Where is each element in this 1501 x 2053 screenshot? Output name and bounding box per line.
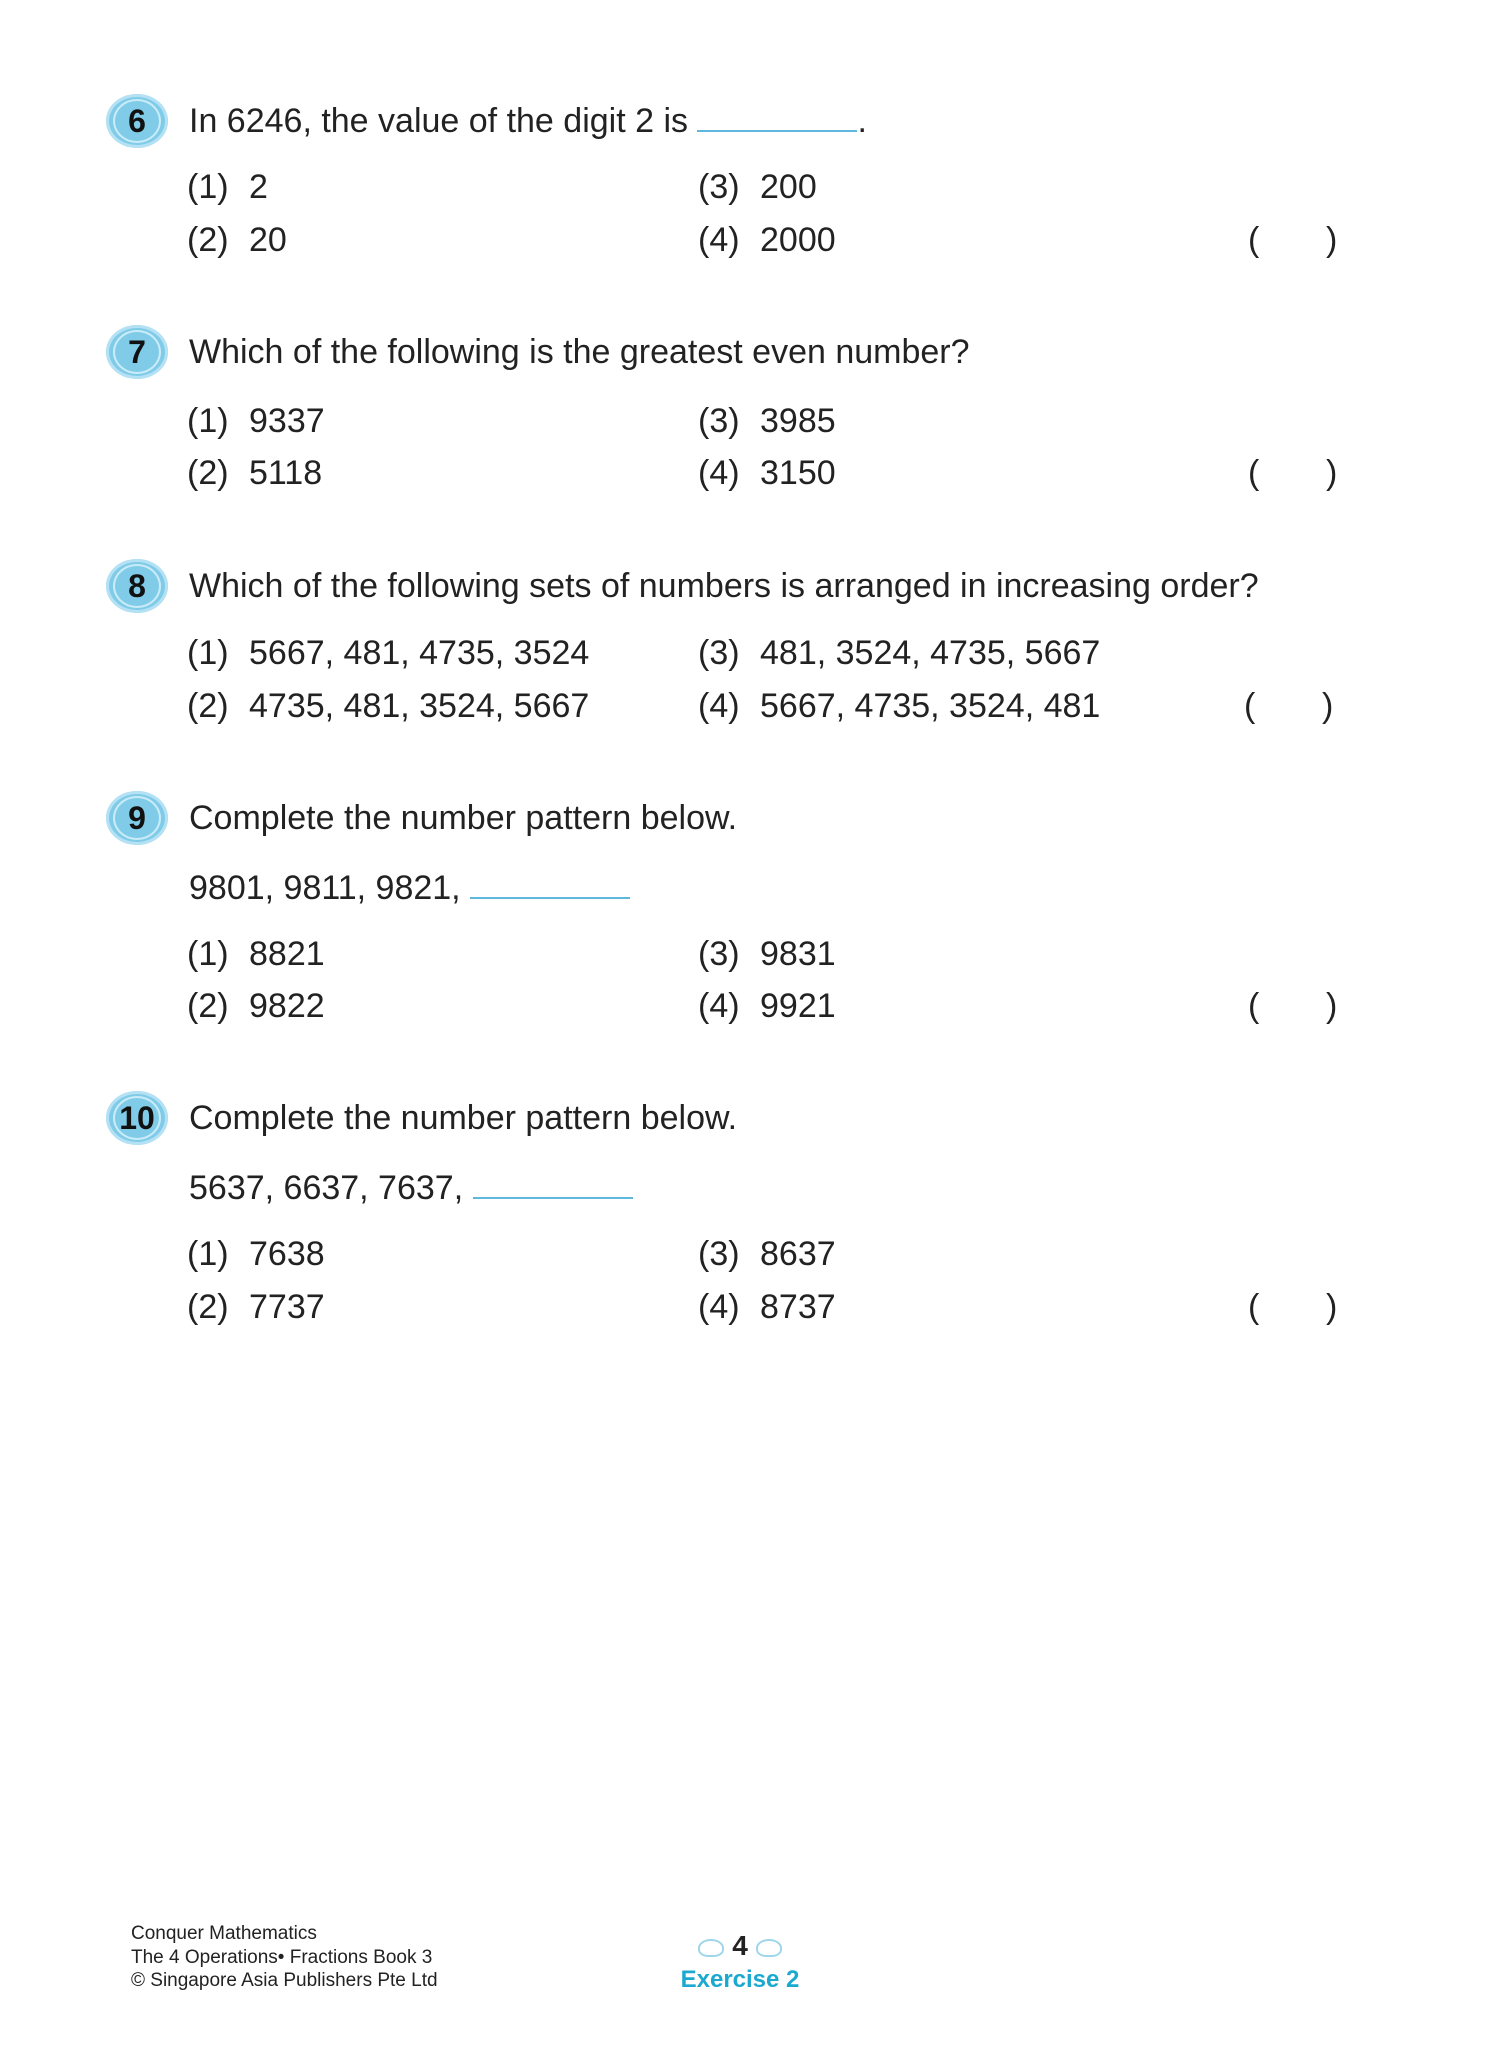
bracket-close: ) [1326, 221, 1338, 259]
option-value: 8737 [760, 1288, 836, 1326]
option-label: (3) [698, 634, 740, 672]
option-2[interactable] [187, 986, 325, 1026]
option-value: 4735, 481, 3524, 5667 [249, 687, 590, 725]
option-2[interactable] [187, 220, 287, 260]
option-value: 3150 [760, 454, 836, 492]
swirl-icon [756, 1939, 782, 1957]
question-number: 6 [113, 99, 161, 143]
option-label: (4) [698, 987, 740, 1025]
option-value: 9831 [760, 935, 836, 973]
option-3[interactable] [698, 167, 817, 207]
question-stem: Complete the number pattern below. [189, 1099, 738, 1137]
page-number-text: 4 [732, 1930, 748, 1961]
option-4[interactable] [698, 686, 1100, 726]
question-stem: In 6246, the value of the digit 2 is [189, 102, 689, 140]
book-title: Conquer Mathematics [131, 1923, 317, 1944]
question-text [189, 1098, 737, 1138]
option-label: (1) [187, 935, 229, 973]
option-label: (4) [698, 454, 740, 492]
copyright: © Singapore Asia Publishers Pte Ltd [131, 1970, 438, 1991]
option-label: (4) [698, 687, 740, 725]
question-stem: Complete the number pattern below. [189, 799, 738, 837]
option-1[interactable] [187, 401, 325, 441]
option-label: (4) [698, 221, 740, 259]
book-subtitle: The 4 Operations• Fractions Book 3 [131, 1946, 433, 1968]
answer-bracket[interactable] [1248, 220, 1337, 260]
pattern-text: 9801, 9811, 9821, [189, 869, 461, 907]
question-number-badge [106, 559, 168, 613]
question-number-badge [106, 325, 168, 379]
option-label: (2) [187, 1288, 229, 1326]
bracket-close: ) [1326, 454, 1338, 492]
option-value: 8821 [249, 935, 325, 973]
bracket-open: ( [1248, 454, 1260, 492]
answer-bracket[interactable] [1244, 686, 1333, 726]
option-2[interactable] [187, 1287, 325, 1327]
option-value: 8637 [760, 1235, 836, 1273]
option-4[interactable] [698, 220, 836, 260]
option-label: (4) [698, 1288, 740, 1326]
option-3[interactable] [698, 633, 1100, 673]
punctuation: . [857, 102, 867, 140]
option-value: 5667, 4735, 3524, 481 [760, 687, 1101, 725]
number-pattern [189, 868, 630, 908]
swirl-icon [698, 1939, 724, 1957]
question-number-badge [106, 94, 168, 148]
option-value: 9822 [249, 987, 325, 1025]
answer-blank[interactable] [473, 1169, 633, 1199]
question-number: 9 [113, 796, 161, 840]
option-label: (1) [187, 1235, 229, 1273]
question-number-badge [106, 1091, 168, 1145]
option-value: 2000 [760, 221, 836, 259]
pattern-text: 5637, 6637, 7637, [189, 1169, 464, 1207]
option-value: 9337 [249, 402, 325, 440]
question-number-badge [106, 791, 168, 845]
answer-bracket[interactable] [1248, 1287, 1337, 1327]
bracket-close: ) [1326, 987, 1338, 1025]
question-text [189, 332, 970, 372]
question-stem: Which of the following is the greatest even number? [189, 333, 970, 371]
option-label: (2) [187, 687, 229, 725]
option-value: 9921 [760, 987, 836, 1025]
option-3[interactable] [698, 1234, 836, 1274]
bracket-close: ) [1322, 687, 1334, 725]
answer-blank[interactable] [697, 102, 857, 132]
question-number: 8 [113, 564, 161, 608]
option-label: (3) [698, 402, 740, 440]
question-text [189, 101, 867, 141]
bracket-open: ( [1244, 687, 1256, 725]
option-label: (3) [698, 935, 740, 973]
option-label: (3) [698, 1235, 740, 1273]
option-1[interactable] [187, 934, 325, 974]
option-label: (2) [187, 221, 229, 259]
option-1[interactable] [187, 633, 589, 673]
option-4[interactable] [698, 986, 836, 1026]
number-pattern [189, 1168, 633, 1208]
exercise-label: Exercise 2 [680, 1966, 800, 1993]
option-value: 481, 3524, 4735, 5667 [760, 634, 1101, 672]
option-3[interactable] [698, 401, 836, 441]
footer-credits [131, 1922, 438, 1993]
bracket-open: ( [1248, 987, 1260, 1025]
option-value: 2 [249, 168, 268, 206]
option-4[interactable] [698, 453, 836, 493]
option-2[interactable] [187, 686, 589, 726]
option-label: (1) [187, 168, 229, 206]
answer-bracket[interactable] [1248, 986, 1337, 1026]
option-value: 7638 [249, 1235, 325, 1273]
option-value: 5667, 481, 4735, 3524 [249, 634, 590, 672]
option-1[interactable] [187, 1234, 325, 1274]
question-text [189, 798, 737, 838]
option-value: 20 [249, 221, 287, 259]
question-number: 10 [113, 1096, 161, 1140]
page-number [690, 1930, 790, 1962]
option-4[interactable] [698, 1287, 836, 1327]
option-label: (2) [187, 454, 229, 492]
question-number: 7 [113, 330, 161, 374]
question-text [189, 566, 1259, 606]
option-value: 200 [760, 168, 817, 206]
bracket-open: ( [1248, 221, 1260, 259]
bracket-open: ( [1248, 1288, 1260, 1326]
option-value: 7737 [249, 1288, 325, 1326]
option-label: (1) [187, 402, 229, 440]
option-value: 5118 [249, 454, 323, 492]
option-label: (2) [187, 987, 229, 1025]
answer-blank[interactable] [470, 869, 630, 899]
option-1[interactable] [187, 167, 268, 207]
option-value: 3985 [760, 402, 836, 440]
option-label: (1) [187, 634, 229, 672]
option-3[interactable] [698, 934, 836, 974]
option-2[interactable] [187, 453, 322, 493]
bracket-close: ) [1326, 1288, 1338, 1326]
option-label: (3) [698, 168, 740, 206]
question-stem: Which of the following sets of numbers is arranged in increasing order? [189, 567, 1259, 605]
answer-bracket[interactable] [1248, 453, 1337, 493]
